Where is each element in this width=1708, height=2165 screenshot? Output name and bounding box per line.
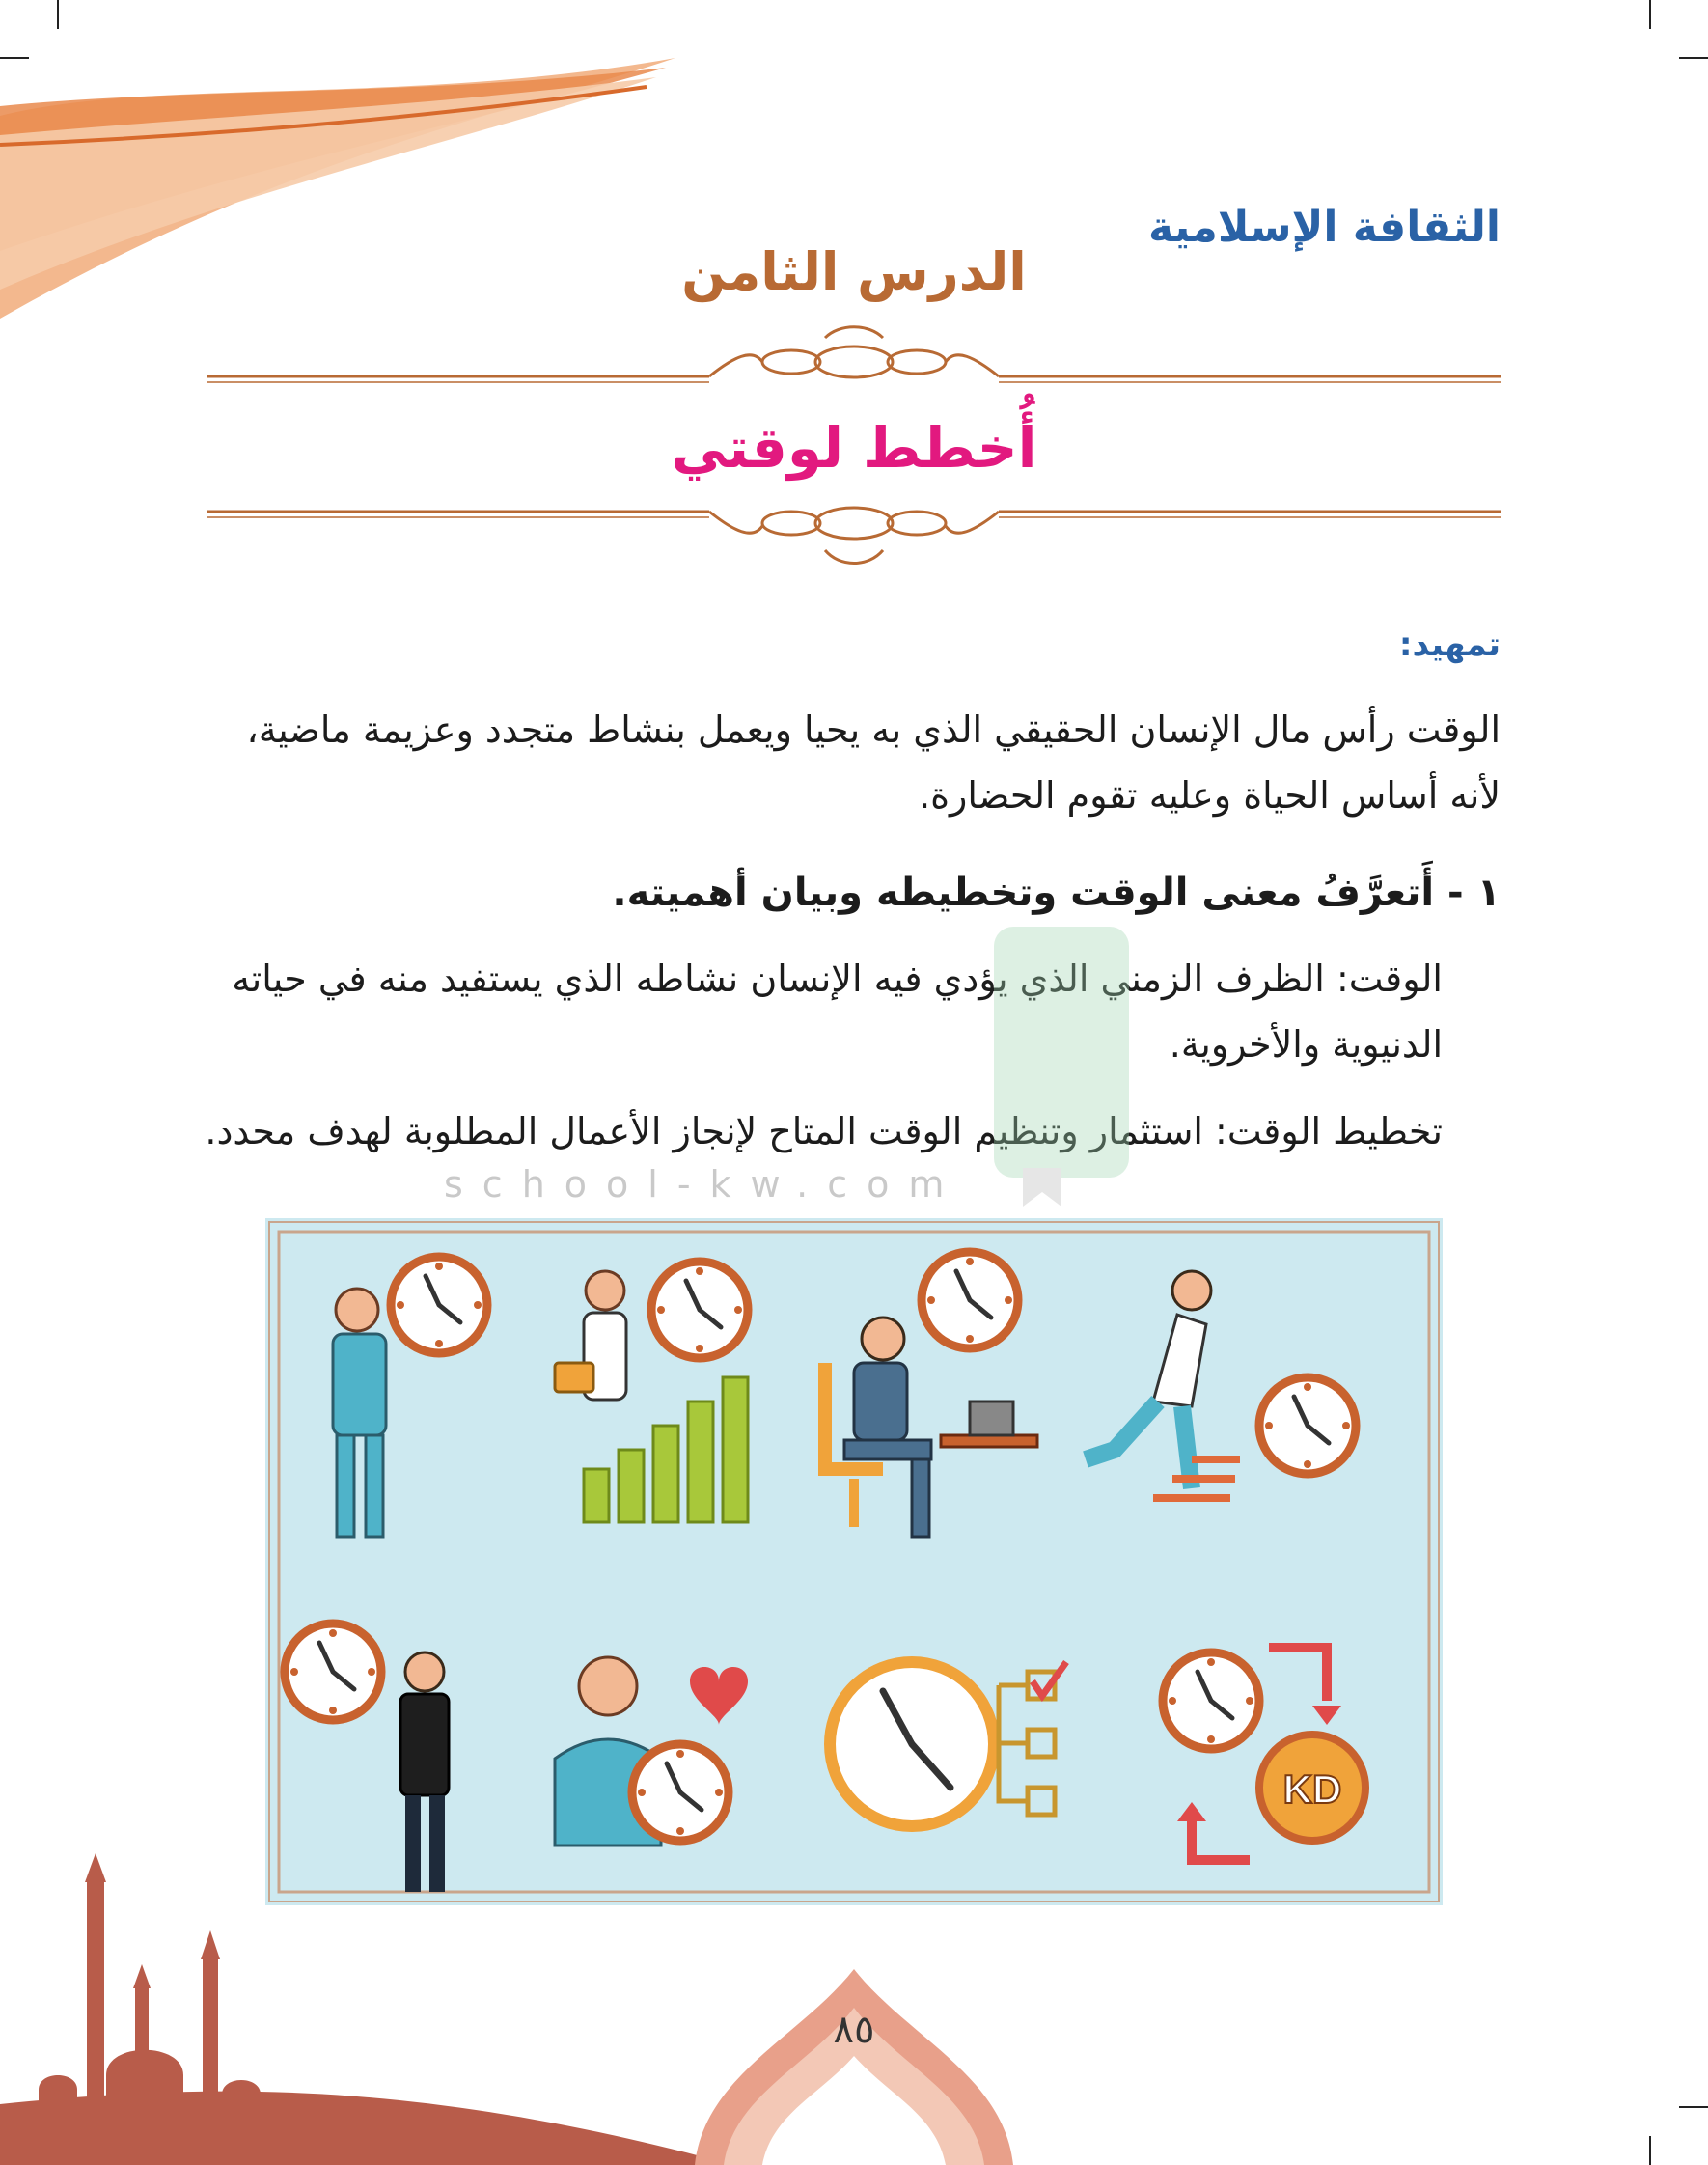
lesson-number: الدرس الثامن xyxy=(681,241,1027,302)
subject-title: الثقافة الإسلامية xyxy=(1148,203,1501,252)
time-management-illustration xyxy=(265,1218,1443,1905)
watermark-logo xyxy=(984,927,1139,1216)
intro-paragraph: الوقت رأس مال الإنسان الحقيقي الذي به يحيا ويعمل بنشاط متجدد وعزيمة ماضية، لأنه أساس الحياة وعليه تقوم الحضارة. xyxy=(246,708,1501,817)
lesson-title: أُخطط لوقتي xyxy=(671,415,1037,481)
page-number: ٨٥ xyxy=(833,2008,875,2052)
mosque-silhouette-decoration xyxy=(0,1834,733,2165)
ornament-bottom xyxy=(207,483,1501,574)
intro-label: تمهيد: xyxy=(1398,625,1501,664)
definition-planning: تخطيط الوقت: استثمار وتنظيم الوقت المتاح لإنجاز الأعمال المطلوبة لهدف محدد. xyxy=(205,1110,1443,1152)
watermark-url: school-kw.com xyxy=(444,1163,964,1206)
section-heading: ١ - أَتعرَّفُ معنى الوقت وتخطيطه وبيان أهميته. xyxy=(612,871,1501,915)
ornament-top xyxy=(207,319,1501,396)
money-badge-label: KD xyxy=(1282,1766,1342,1812)
arch-decoration xyxy=(685,1959,1023,2165)
definition-time: الوقت: الظرف الزمني الذي يؤدي فيه الإنسان نشاطه الذي يستفيد منه في حياته الدنيوية والأخروية. xyxy=(232,958,1443,1066)
